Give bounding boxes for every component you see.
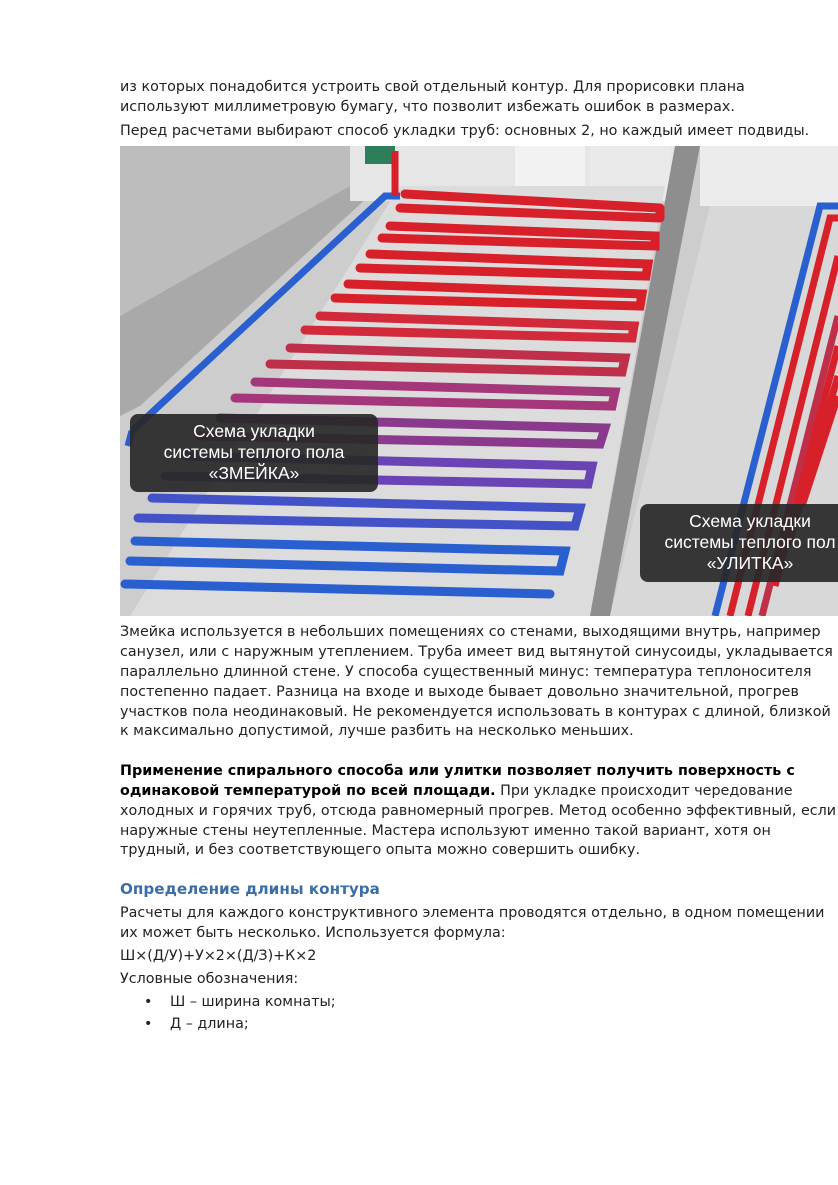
caption-snake-line-2: системы теплого пола [163,442,345,463]
caption-spiral-line-2: системы теплого пол [664,532,836,553]
caption-snake [130,414,378,492]
list-item [120,991,838,1013]
formula: Ш×(Д/У)+У×2×(Д/З)+К×2 [120,947,317,964]
section-heading: Определение длины контура [120,880,380,899]
legend-list [120,991,838,1035]
caption-spiral-line-1: Схема укладки [689,511,811,532]
caption-snake-line-1: Схема укладки [193,421,315,442]
legend-title: Условные обозначения: [120,970,299,987]
snake-description-paragraph: Змейка используется в небольших помещениях со стенами, выходящими внутрь, например санузел, или с наружным утеплением. Труба имеет вид вытянутой синусоиды, укладывается параллельно длинной стене. У способа существенный минус: температура теплоносителя постепенно падает. Разница на входе и выходе бывает довольно значительной, прогрев участков пола неодинаковый. Не рекомендуется использовать в контурах с длиной, близкой к максимально допустимой, лучше разбить на несколько меньших. [120,624,833,740]
list-item [120,1013,838,1035]
caption-snake-line-3: «ЗМЕЙКА» [208,463,300,484]
document-page [120,78,838,1035]
list-item-text: Ш – ширина комнаты; [170,994,336,1011]
spiral-key-sentence: Применение спирального способа или улитки позволяет получить поверхность с одинаковой температурой по всей площади. [120,763,795,799]
spiral-description-paragraph [120,762,838,861]
intro-paragraph-2: Перед расчетами выбирают способ укладки труб: основных 2, но каждый имеет подвиды. [120,122,810,139]
list-item-text: Д – длина; [170,1016,249,1033]
bullet-icon: • [144,1016,153,1033]
caption-spiral [640,504,838,582]
caption-spiral-line-3: «УЛИТКА» [706,553,794,574]
intro-paragraph-1: из которых понадобится устроить свой отдельный контур. Для прорисовки плана используют миллиметровую бумагу, что позволит избежать ошибок в размерах. [120,79,745,115]
bullet-icon: • [144,994,153,1011]
spiral-rest-text: При укладке происходит чередование холодных и горячих труб, отсюда равномерный прогрев. Метод особенно эффективный, если наружные стены неутепленные. Мастера используют именно такой вариант, хотя он трудный, и без соответствующего опыта можно совершить ошибку. [120,782,837,859]
floor-heating-illustration [120,146,838,616]
section-paragraph: Расчеты для каждого конструктивного элемента проводятся отдельно, в одном помещении их может быть несколько. Используется формула: [120,905,825,941]
